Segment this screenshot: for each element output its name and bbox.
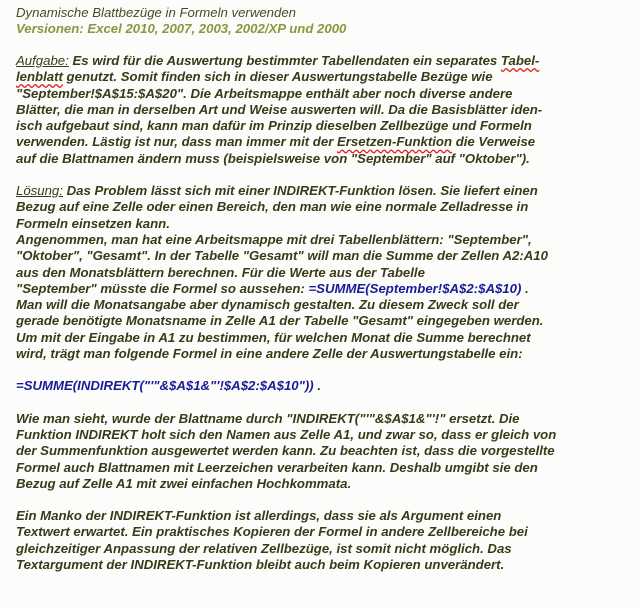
text-line: Wie man sieht, wurde der Blattname durch "INDIREKT("'"&$A$1&"'!" ersetzt. Die	[16, 410, 520, 426]
text-line: Um mit der Eingabe in A1 zu bestimmen, für welchen Monat die Summe berechnet	[16, 329, 531, 345]
text-line: Bezug auf Zelle A1 mit zwei einfachen Hochkommata.	[16, 475, 352, 491]
aufgabe-heading: Aufgabe:	[16, 53, 69, 68]
loesung-paragraph	[16, 183, 629, 362]
explanation-paragraph	[16, 411, 629, 492]
loesung-heading: Lösung:	[16, 183, 63, 199]
inline-formula: =SUMME(September!$A$2:$A$10)	[308, 280, 522, 296]
paragraph-gap	[16, 395, 629, 411]
paragraph-gap	[16, 167, 629, 183]
text-line: Funktion INDIREKT holt sich den Namen aus Zelle A1, und zwar so, dass er gleich von	[16, 426, 557, 442]
text-line: Blätter, die man in derselben Art und Weise auswerten will. Da die Basisblätter iden-	[16, 101, 543, 117]
text-run: verwenden. Lästig ist nur, dass man immer mit der	[16, 134, 337, 150]
text-line	[16, 281, 629, 297]
text-line: Formeln einsetzen kann.	[16, 215, 170, 231]
text-line: "Oktober", "Gesamt". In der Tabelle "Gesamt" will man die Summe der Zellen A2:A10	[16, 248, 548, 264]
text-run: die Verweise	[452, 134, 536, 150]
text-line: Angenommen, man hat eine Arbeitsmappe mit drei Tabellenblättern: "September",	[16, 231, 532, 247]
paragraph-gap	[16, 362, 629, 378]
text-line: der Summenfunktion ausgewertet werden kann. Zu beachten ist, dass die vorgestellte	[16, 443, 555, 459]
text-line: auf die Blattnamen ändern muss (beispielsweise von "September" auf "Oktober").	[16, 150, 530, 166]
text-run: "September" müsste die Formel so aussehen:	[16, 280, 309, 296]
aufgabe-paragraph	[16, 53, 629, 167]
text-line: aus den Monatsblättern berechnen. Für die Werte aus der Tabelle	[16, 264, 425, 280]
paragraph-gap	[16, 492, 629, 508]
text-line: isch aufgebaut sind, kann man dafür im Prinzip dieselben Zellbezüge und Formeln	[16, 118, 532, 134]
text-line: gleichzeitiger Anpassung der relativen Zellbezüge, ist somit nicht möglich. Das	[16, 540, 512, 556]
manko-paragraph	[16, 508, 629, 573]
text-run: Es wird für die Auswertung bestimmter Tabellendaten ein separates	[68, 53, 501, 68]
text-line: Textwert erwartet. Ein praktisches Kopieren der Formel in andere Zellbereiche bei	[16, 524, 528, 540]
text-line	[16, 134, 629, 150]
text-line	[16, 69, 629, 85]
text-run: .	[521, 280, 529, 296]
text-line: Formel auch Blattnamen mit Leerzeichen verarbeiten kann. Deshalb umgibt sie den	[16, 459, 538, 475]
text-line: Textargument der INDIREKT-Funktion bleibt auch beim Kopieren unverändert.	[16, 557, 505, 573]
text-line: Bezug auf eine Zelle oder einen Bereich, den man wie eine normale Zelladresse in	[16, 199, 529, 215]
document-title: Dynamische Blattbezüge in Formeln verwenden	[16, 5, 297, 20]
document-versions: Versionen: Excel 2010, 2007, 2003, 2002/XP und 2000	[16, 21, 347, 36]
spellcheck-word: lenblatt	[16, 69, 63, 85]
text-line: Ein Manko der INDIREKT-Funktion ist allerdings, dass sie als Argument einen	[16, 508, 502, 524]
text-line: gerade benötigte Monatsname in Zelle A1 der Tabelle "Gesamt" eingegeben werden.	[16, 313, 544, 329]
text-line	[16, 53, 629, 69]
text-line: Man will die Monatsangabe aber dynamisch gestalten. Zu diesem Zweck soll der	[16, 297, 519, 313]
text-line: "September!$A$15:$A$20". Die Arbeitsmappe enthält aber noch diverse andere	[16, 85, 513, 101]
text-run: genutzt. Somit finden sich in dieser Auswertungstabelle Bezüge wie	[62, 69, 493, 85]
main-formula-line	[16, 378, 629, 394]
spellcheck-word: Tabel-	[500, 53, 540, 68]
text-run: .	[313, 378, 321, 394]
spellcheck-word: Ersetzen-Funktion	[337, 134, 453, 150]
main-formula: =SUMME(INDIREKT("'"&$A$1&"'!$A$2:$A$10"))	[16, 378, 314, 394]
text-line: wird, trägt man folgende Formel in eine andere Zelle der Auswertungstabelle ein:	[16, 346, 523, 362]
text-run: Das Problem lässt sich mit einer INDIREKT-Funktion lösen. Sie liefert einen	[62, 183, 538, 199]
text-line	[16, 183, 629, 199]
